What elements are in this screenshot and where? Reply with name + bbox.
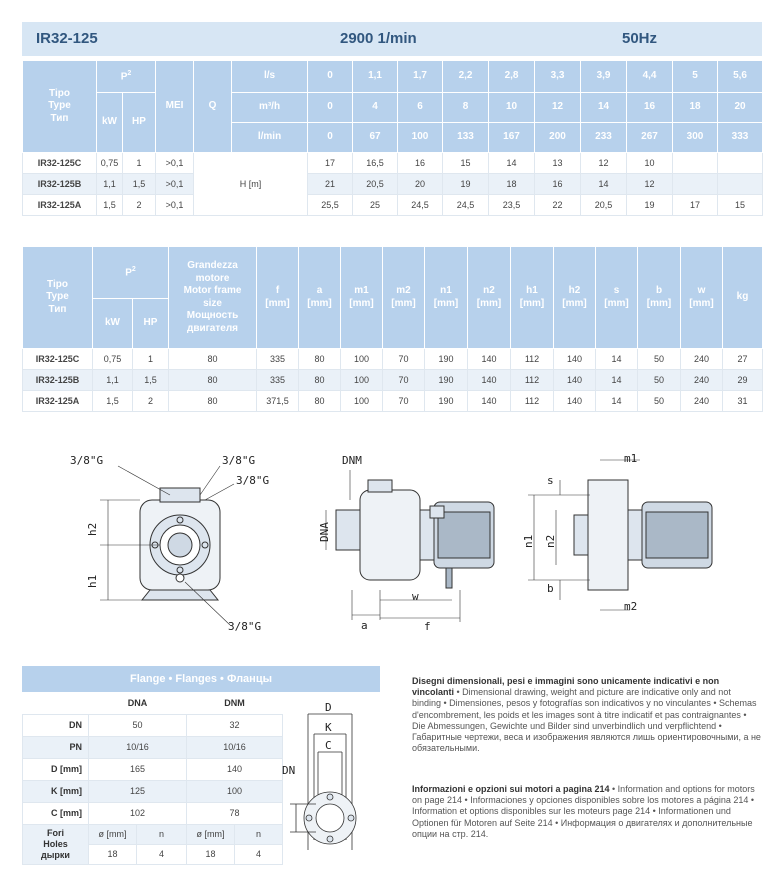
table-row: Fori Holes дырки ø [mm] n ø [mm] n xyxy=(23,824,283,844)
table-row: IR32-125C 0,75 1 >0,1 H [m] 17 16,5 16 15 14 13 12 10 xyxy=(23,153,763,174)
f-label: f xyxy=(424,620,431,633)
flange-drawing xyxy=(280,700,380,880)
b-label: b xyxy=(547,582,554,595)
p2-header: $P^2$ xyxy=(93,247,169,299)
table-row: IR32-125B 1,1 1,5 >0,1 21 20,5 20 19 18 16 14 12 xyxy=(23,174,763,195)
h1-label: h1 xyxy=(86,574,99,588)
dimensions-table: Tipo Type Тип $P^2$ Grandezza motore Motor frame size Мощность двигателя f [mm] a [mm] m1 [mm] m2 [mm] n1 [mm] n2 [mm] h1 [mm] h2 [mm] s [mm] b [mm] w [mm] kg kW HP IR32-125C 0,75 1 80 335 80 100 70 190 140 112 140 14 50 240 27 IR32-125B 1,1 1,5 80 335 80 100 70 190 140 112 140 14 50 240 29 IR32-125A 1,5 2 80 371,5 80 100 70 190 140 112 140 14 50 240 31 xyxy=(22,246,763,412)
g-label-4: 3/8"G xyxy=(228,620,262,633)
table-row: PN 10/16 10/16 xyxy=(23,736,283,758)
flange-K-label: K xyxy=(325,721,332,734)
g-label-1: 3/8"G xyxy=(70,454,104,467)
table-row: IR32-125A 1,5 2 >0,1 25,5 25 24,5 24,5 23,5 22 20,5 19 17 15 xyxy=(23,195,763,216)
p2-header: $P^2$ xyxy=(97,61,156,93)
flange-C-label: C xyxy=(325,739,332,752)
m2-label: m2 xyxy=(624,600,638,613)
flange-table: DNA DNM DN 50 32 PN 10/16 10/16 D [mm] 165 140 K [mm] 125 100 C [mm] 102 78 Fori Holes дырки ø [mm] n ø [mm] n 18 4 18 4 xyxy=(22,694,283,865)
n1-label: n1 xyxy=(522,534,535,548)
table-row: IR32-125B 1,1 1,5 80 335 80 100 70 190 140 112 140 14 50 240 29 xyxy=(23,370,763,391)
motor-info-note: Informazioni e opzioni sui motori a pagina 214 • Information and options for motors on page 214 • Informaciones y opciones disponibles sobre los motores a página 214 • Information et options disponibles sur les moteurs page 214 • Informationen und Optionen für Motoren auf Seite 214 • Информация о двигателях и дополнительные опции на стр. 214. xyxy=(412,784,755,839)
table-row: DN 50 32 xyxy=(23,714,283,736)
flange-D-label: D xyxy=(325,701,332,714)
a-label: a xyxy=(361,619,368,632)
hp-header: HP xyxy=(123,93,156,153)
table-row: IR32-125A 1,5 2 80 371,5 80 100 70 190 140 112 140 14 50 240 31 xyxy=(23,391,763,412)
head-label: H [m] xyxy=(194,153,308,216)
table-row: K [mm] 125 100 xyxy=(23,780,283,802)
frame-header: Grandezza motore Motor frame size Мощность двигателя xyxy=(169,247,257,349)
title-banner xyxy=(22,22,762,56)
tipo-header: Tipo Type Тип xyxy=(23,61,97,153)
n2-label: n2 xyxy=(544,534,557,548)
table-row: 18 4 18 4 xyxy=(23,844,283,864)
unit-lmin: l/min xyxy=(232,123,308,153)
mei-header: MEI xyxy=(156,61,194,153)
g-label-3: 3/8"G xyxy=(236,474,270,487)
g-label-2: 3/8"G xyxy=(222,454,256,467)
frequency-label: 50Hz xyxy=(622,30,658,47)
q-header: Q xyxy=(194,61,232,153)
h2-label: h2 xyxy=(86,522,99,536)
kw-header: kW xyxy=(97,93,123,153)
flange-DN-label: DN xyxy=(282,764,296,777)
table-row: IR32-125C 0,75 1 80 335 80 100 70 190 140 112 140 14 50 240 27 xyxy=(23,349,763,370)
table-row: C [mm] 102 78 xyxy=(23,802,283,824)
dna-label: DNA xyxy=(318,522,331,542)
unit-ls: l/s xyxy=(232,61,308,93)
dnm-label: DNM xyxy=(342,454,362,467)
performance-table: Tipo Type Тип $P^2$ MEI Q l/s 0 1,1 1,7 2,2 2,8 3,3 3,9 4,4 5 5,6 kW HP m³/h 0 4 6 8 10 12 14 16 18 20 l/min 0 67 100 133 167 200 233 267 300 333 IR32-125C 0,75 1 >0,1 H [m] 17 16,5 16 15 14 13 12 10 IR32-125B 1,1 1,5 >0,1 21 20,5 20 19 18 16 14 12 IR32-125A 1,5 2 >0,1 25,5 25 24,5 24,5 23,5 22 20,5 19 17 15 xyxy=(22,60,763,216)
model-title: IR32-125 xyxy=(36,30,98,47)
w-label: w xyxy=(412,590,419,603)
table-row: D [mm] 165 140 xyxy=(23,758,283,780)
pump-side-view xyxy=(100,466,234,625)
m1-label: m1 xyxy=(624,452,638,465)
speed-label: 2900 1/min xyxy=(340,30,417,47)
disclaimer-note: Disegni dimensionali, pesi e immagini sono unicamente indicativi e non vincolanti • Dimensional drawing, weight and picture are indicative only and not binding • Dimensiones, pesos y fotografías son indicativos y no vinculantes • Schemas d'encombrement, les poids et les images sont à titre indicatif et pas contraignantes • Die Abmessungen, Gewichte und Bilder sind unverbindlich und verpflichtend • Габаритные чертежи, веса и изображения являются лишь ориентировочными, а не обязательными. xyxy=(412,676,761,754)
flange-title: Flange • Flanges • Фланцы xyxy=(22,666,380,692)
dimension-drawings xyxy=(0,440,780,655)
tipo-header: Tipo Type Тип xyxy=(23,247,93,349)
unit-m3h: m³/h xyxy=(232,93,308,123)
s-label: s xyxy=(547,474,554,487)
pump-front-view xyxy=(326,470,494,622)
